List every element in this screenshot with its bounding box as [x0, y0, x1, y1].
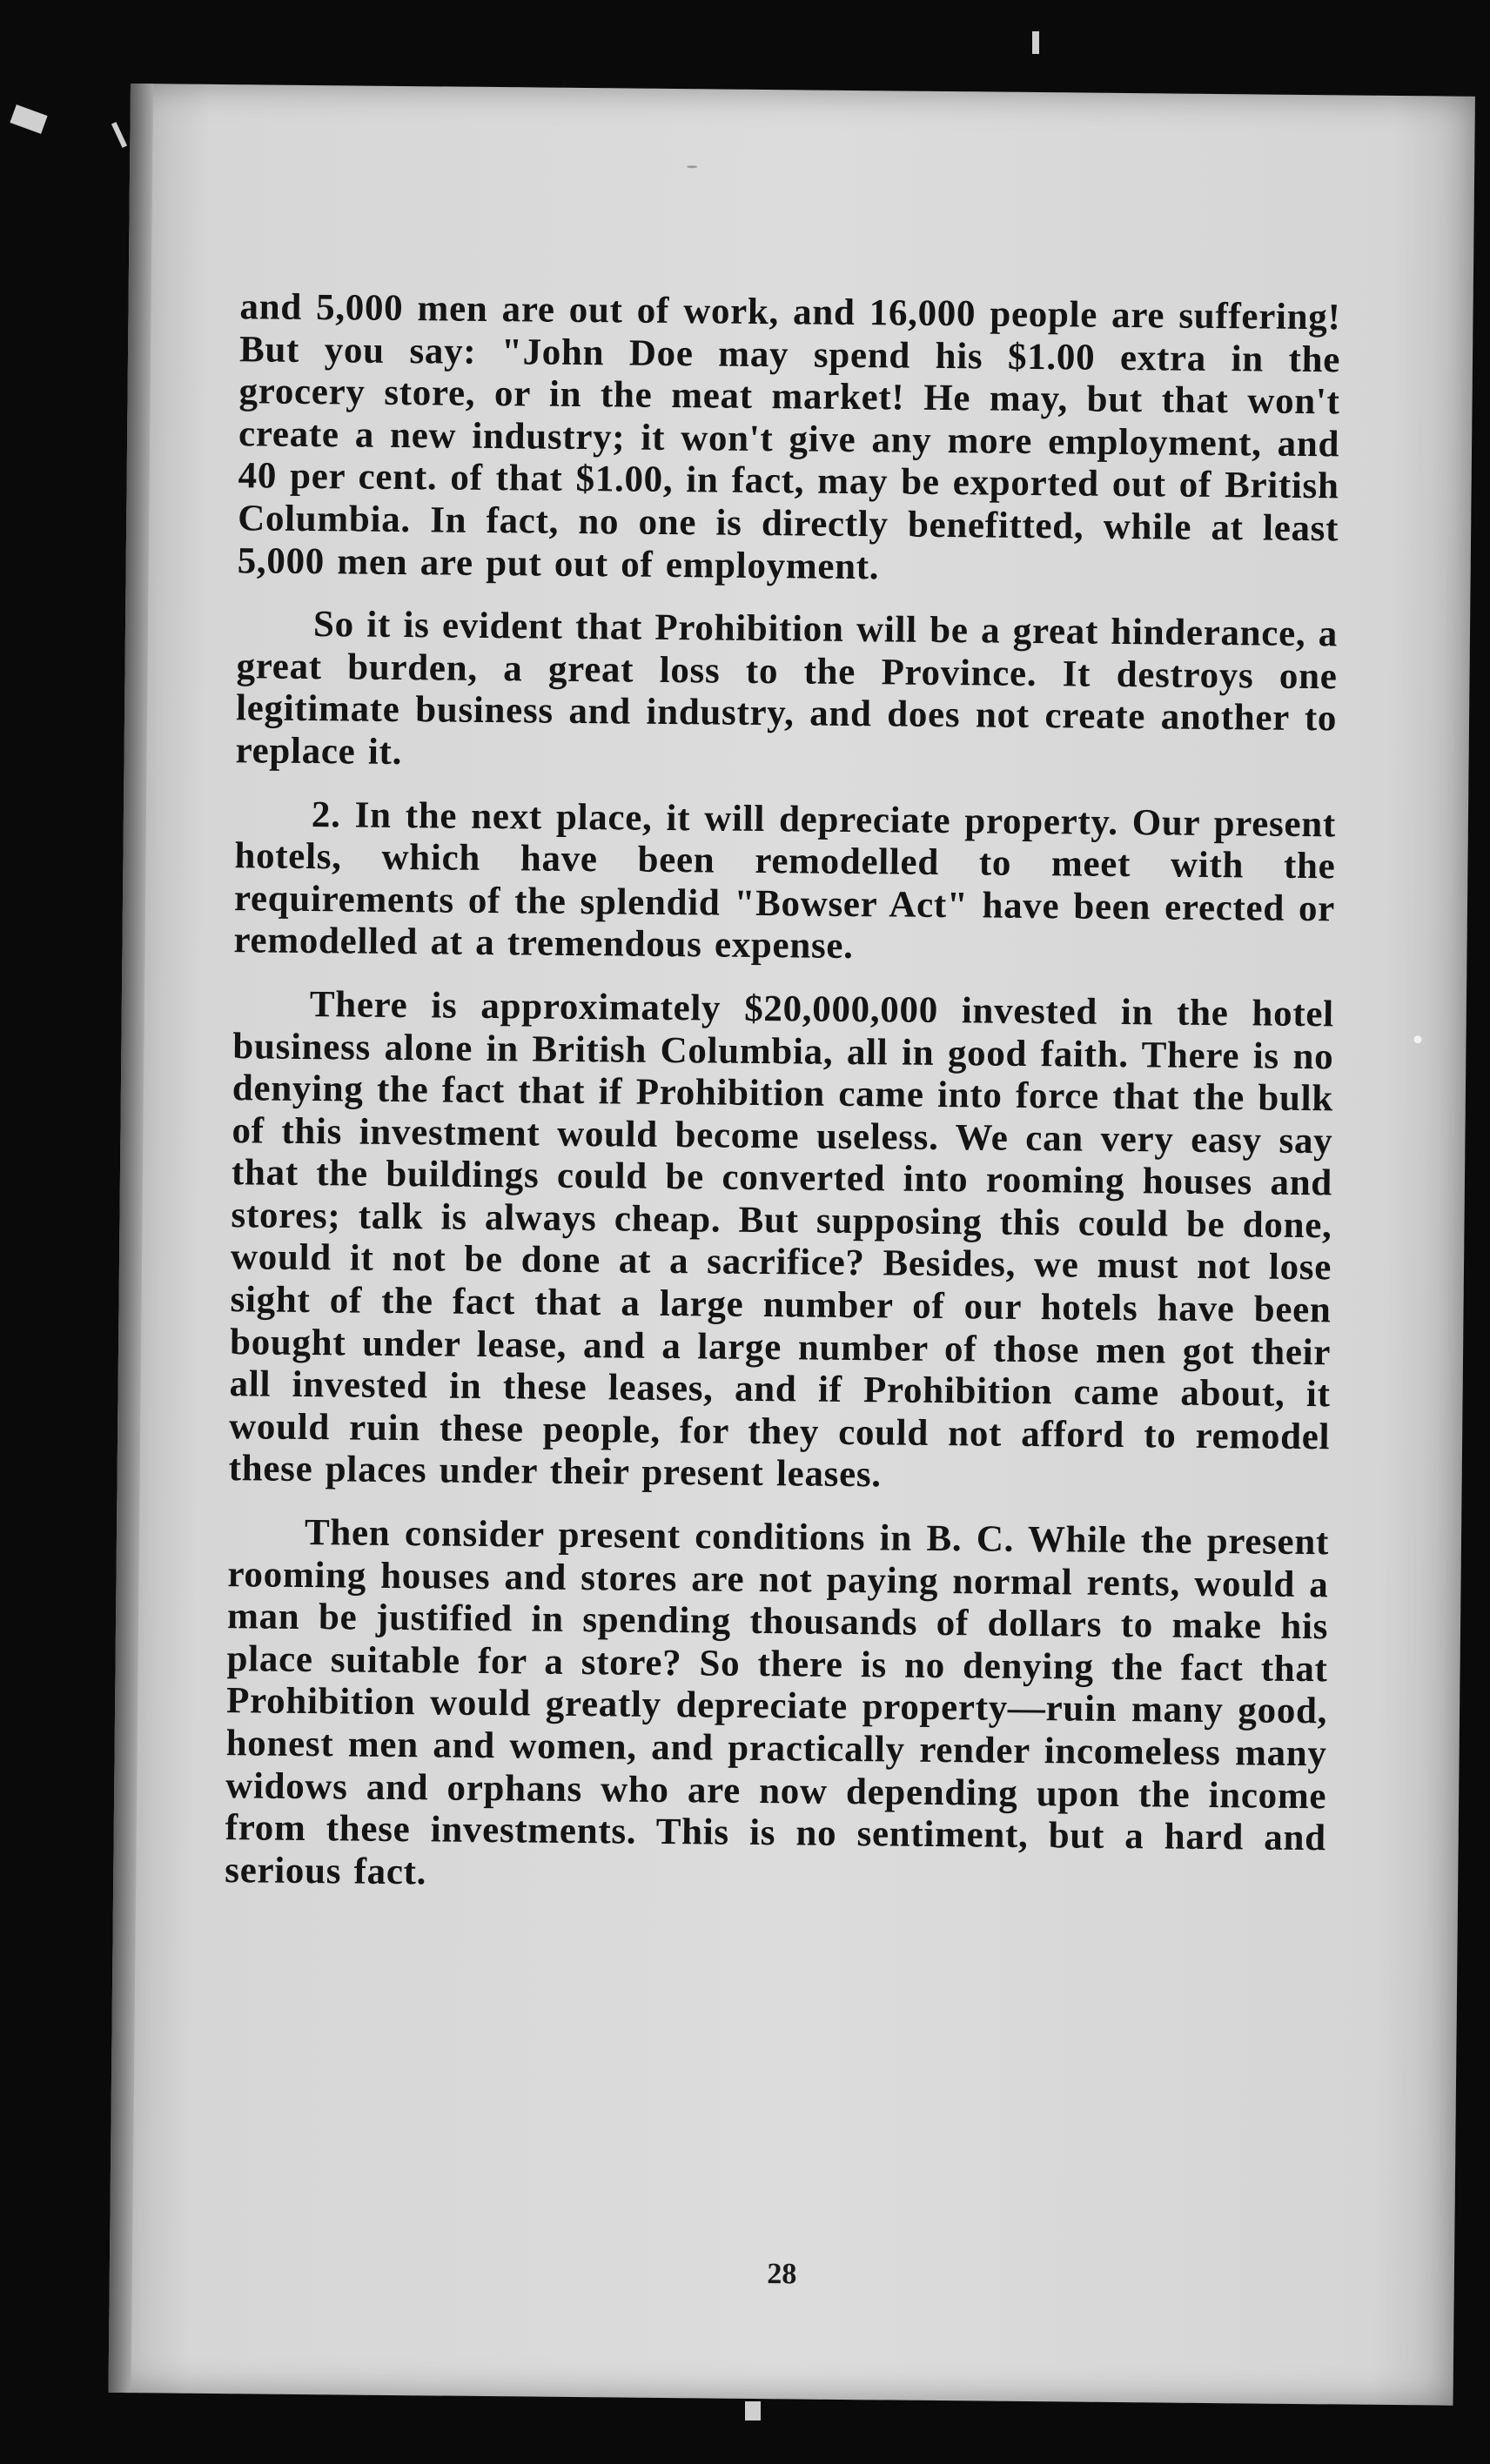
film-edge-mark	[745, 2401, 761, 2420]
dust-speck	[1413, 1035, 1421, 1043]
paragraph: There is approximately $20,000,000 invested in the hotel business alone in British Columbia, all in good faith. There is no denying the fact that if Prohibition came into force that the bulk of this investment would become useless. We can very easy say that the buildings could be converted into rooming houses and stores; talk is always cheap. But supposing this could be done, would it not be done at a sacrifice? Besides, we must not lose sight of the fact that a large number of our hotels have been bought under lease, and a large number of those men got their all invested in these leases, and if Prohibition came about, it would ruin these people, for they could not afford to remodel these places under their present leases.	[228, 983, 1335, 1496]
document-page	[109, 84, 1475, 2406]
film-edge-mark	[111, 122, 127, 148]
dust-speck	[687, 165, 697, 168]
page-number: 28	[767, 2258, 797, 2291]
film-edge-mark	[1032, 31, 1039, 54]
paragraph: So it is evident that Prohibition will be a great hinderance, a great burden, a great loss to the Province. It destroys one legitimate business and industry, and does not create another to replace it.	[235, 604, 1339, 773]
film-edge-mark	[10, 104, 47, 134]
body-text	[225, 286, 1341, 1923]
paragraph: Then consider present conditions in B. C. While the present rooming houses and stores are not paying normal rents, would a man be justified in spending thousands of dollars to make his place suitable for a store? So there is no denying the fact that Prohibition would greatly depreciate property—ruin many good, honest men and women, and practically render incomeless many widows and orphans who are now depending upon the income from these investments. This is no sentiment, but a hard and serious fact.	[225, 1512, 1330, 1893]
paragraph: and 5,000 men are out of work, and 16,000 people are suffering! But you say: "John Doe may spend his $1.00 extra in the grocery store, or in the meat market! He may, but that won't create a new industry; it won't give any more employment, and 40 per cent. of that $1.00, in fact, may be exported out of British Columbia. In fact, no one is directly benefitted, while at least 5,000 men are put out of employment.	[237, 286, 1341, 587]
paragraph: 2. In the next place, it will depreciate property. Our present hotels, which have been remodelled to meet with the requirements of the splendid "Bowser Act" have been erected or remodelled at a tremendous expense.	[233, 793, 1337, 968]
